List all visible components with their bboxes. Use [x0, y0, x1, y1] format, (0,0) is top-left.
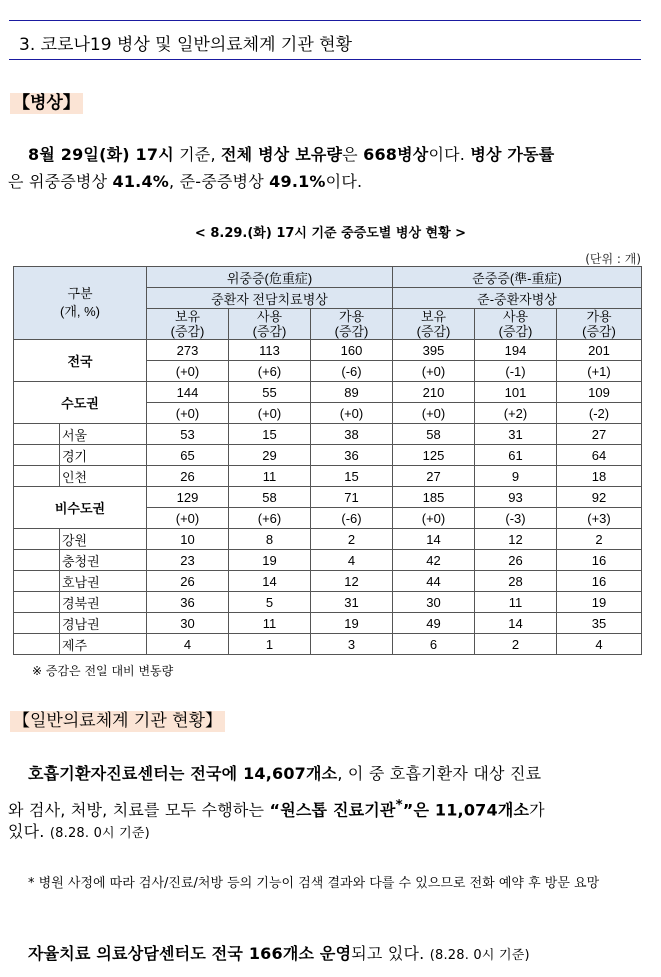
table-cell: 395: [393, 340, 475, 361]
section-header: [9, 20, 641, 60]
table-cell: 89: [311, 382, 393, 403]
table-cell: (+0): [311, 403, 393, 424]
region-label: 경기: [14, 445, 147, 466]
table-cell: 5: [229, 592, 311, 613]
table-cell: 53: [147, 424, 229, 445]
table-cell: 9: [475, 466, 557, 487]
table-cell: 14: [393, 529, 475, 550]
table-cell: 58: [393, 424, 475, 445]
table-cell: 35: [557, 613, 642, 634]
table-cell: 185: [393, 487, 475, 508]
general-paragraph-4: [8, 940, 653, 969]
beds-text-a: 기준,: [173, 145, 222, 164]
table-cell: 27: [393, 466, 475, 487]
region-header: 구분 (개, %): [14, 267, 147, 340]
table-cell: 64: [557, 445, 642, 466]
table-row: [14, 466, 642, 487]
beds-paragraph-2: [8, 168, 653, 195]
column-header: 보유 (증감): [393, 309, 475, 340]
table-cell: 31: [475, 424, 557, 445]
beds-text-f: 이다.: [325, 172, 363, 191]
table-cell: 12: [311, 571, 393, 592]
general-text-b: 와 검사, 처방, 치료를 모두 수행하는: [8, 800, 270, 820]
beds-rate-label: 병상 가동률: [470, 145, 555, 164]
table-cell: 160: [311, 340, 393, 361]
table-cell: 23: [147, 550, 229, 571]
national-label: 전국: [14, 340, 147, 382]
region-label: 경북권: [14, 592, 147, 613]
table-cell: 31: [311, 592, 393, 613]
table-cell: 129: [147, 487, 229, 508]
table-cell: 14: [229, 571, 311, 592]
table-row: [14, 634, 642, 655]
table-cell: 12: [475, 529, 557, 550]
table-cell: 26: [475, 550, 557, 571]
general-paragraph-1: [8, 760, 653, 787]
table-unit: (단위 : 개): [585, 252, 641, 266]
region-label: 제주: [14, 634, 147, 655]
table-cell: (+6): [229, 361, 311, 382]
table-note: ※ 증감은 전일 대비 변동량: [32, 664, 174, 678]
group-semi-severe-sub: 준-중환자병상: [393, 288, 642, 309]
table-cell: 8: [229, 529, 311, 550]
table-cell: (+0): [393, 508, 475, 529]
beds-tag: 【병상】: [10, 93, 83, 114]
table-row: [14, 340, 642, 361]
region-label: 강원: [14, 529, 147, 550]
resp-center-count: 호흡기환자진료센터는 전국에 14,607개소: [28, 764, 338, 783]
table-cell: 36: [311, 445, 393, 466]
beds-total: 668병상: [363, 145, 429, 164]
general-text-d: 있다.: [8, 822, 50, 841]
table-cell: 30: [147, 613, 229, 634]
table-cell: (+0): [147, 508, 229, 529]
region-label: 서울: [14, 424, 147, 445]
table-cell: 101: [475, 382, 557, 403]
table-cell: 4: [147, 634, 229, 655]
table-cell: 210: [393, 382, 475, 403]
table-row: [14, 487, 642, 508]
column-header: 사용 (증감): [229, 309, 311, 340]
beds-text-b: 은: [342, 145, 364, 164]
beds-table: [13, 266, 642, 655]
group-semi-severe: 준중증(準-重症): [393, 267, 642, 288]
column-header: 보유 (증감): [147, 309, 229, 340]
general-text-e: 되고 있다.: [351, 944, 430, 963]
table-cell: 194: [475, 340, 557, 361]
table-cell: 26: [147, 571, 229, 592]
table-cell: 28: [475, 571, 557, 592]
table-cell: (-2): [557, 403, 642, 424]
table-cell: (+0): [147, 361, 229, 382]
table-cell: 201: [557, 340, 642, 361]
counseling-date: (8.28. 0시 기준): [429, 948, 530, 963]
table-cell: 4: [311, 550, 393, 571]
table-cell: 10: [147, 529, 229, 550]
table-cell: 16: [557, 571, 642, 592]
beds-semi-rate: 49.1%: [269, 172, 326, 191]
table-cell: 92: [557, 487, 642, 508]
non-capital-label: 비수도권: [14, 487, 147, 529]
beds-total-label: 전체 병상 보유량: [221, 145, 343, 164]
beds-severe-rate: 41.4%: [112, 172, 170, 191]
table-cell: 61: [475, 445, 557, 466]
table-cell: 42: [393, 550, 475, 571]
table-cell: 19: [229, 550, 311, 571]
table-cell: 3: [311, 634, 393, 655]
general-paragraph-3: [8, 818, 653, 847]
table-cell: 2: [311, 529, 393, 550]
table-cell: (+0): [147, 403, 229, 424]
table-cell: (+0): [393, 361, 475, 382]
table-cell: 109: [557, 382, 642, 403]
table-cell: 18: [557, 466, 642, 487]
table-cell: 6: [393, 634, 475, 655]
table-row: [14, 445, 642, 466]
table-cell: 49: [393, 613, 475, 634]
region-label: 호남권: [14, 571, 147, 592]
table-cell: 15: [311, 466, 393, 487]
table-cell: 1: [229, 634, 311, 655]
beds-text-e: , 준-중증병상: [169, 172, 270, 191]
column-header: 가용 (증감): [557, 309, 642, 340]
table-cell: (-6): [311, 361, 393, 382]
table-cell: 15: [229, 424, 311, 445]
onestop-label: “원스톱 진료기관: [269, 800, 396, 820]
table-cell: 16: [557, 550, 642, 571]
table-cell: 29: [229, 445, 311, 466]
table-cell: 11: [229, 613, 311, 634]
beds-text-d: 은 위중증병상: [8, 172, 113, 191]
table-cell: (+6): [229, 508, 311, 529]
table-cell: 93: [475, 487, 557, 508]
table-cell: 71: [311, 487, 393, 508]
table-cell: 44: [393, 571, 475, 592]
group-severe: 위중증(危重症): [147, 267, 393, 288]
table-row: [14, 529, 642, 550]
table-caption: < 8.29.(화) 17시 기준 중증도별 병상 현황 >: [194, 226, 467, 241]
table-row: [14, 424, 642, 445]
column-header: 사용 (증감): [475, 309, 557, 340]
table-cell: 27: [557, 424, 642, 445]
beds-text-c: 이다.: [428, 145, 471, 164]
table-cell: 2: [475, 634, 557, 655]
column-header: 가용 (증감): [311, 309, 393, 340]
table-cell: (+0): [393, 403, 475, 424]
table-cell: 26: [147, 466, 229, 487]
table-row: [14, 571, 642, 592]
table-cell: (-3): [475, 508, 557, 529]
footnote: * 병원 사정에 따라 검사/진료/처방 등의 기능이 검색 결과와 다를 수 있으므로 전화 예약 후 방문 요망: [28, 876, 600, 891]
onestop-count: ”은 11,074개소: [402, 800, 530, 820]
table-cell: 55: [229, 382, 311, 403]
beds-date: 8월 29일(화) 17시: [28, 145, 174, 164]
table-row: [14, 382, 642, 403]
table-cell: 38: [311, 424, 393, 445]
table-cell: 125: [393, 445, 475, 466]
general-tag: 【일반의료체계 기관 현황】: [10, 711, 225, 732]
table-row: [14, 550, 642, 571]
table-cell: 2: [557, 529, 642, 550]
counseling-center-count: 자율치료 의료상담센터도 전국 166개소 운영: [28, 944, 352, 963]
table-cell: 4: [557, 634, 642, 655]
table-cell: 11: [229, 466, 311, 487]
table-cell: (+2): [475, 403, 557, 424]
table-cell: 30: [393, 592, 475, 613]
table-cell: (+3): [557, 508, 642, 529]
section-title: 3. 코로나19 병상 및 일반의료체계 기관 현황: [19, 35, 353, 55]
general-date: (8.28. 0시 기준): [49, 826, 150, 841]
capital-label: 수도권: [14, 382, 147, 424]
beds-paragraph: [8, 141, 653, 168]
table-cell: (+1): [557, 361, 642, 382]
table-row: [14, 613, 642, 634]
table-cell: 11: [475, 592, 557, 613]
table-cell: 144: [147, 382, 229, 403]
table-cell: 19: [557, 592, 642, 613]
table-cell: 65: [147, 445, 229, 466]
table-cell: 14: [475, 613, 557, 634]
table-cell: 19: [311, 613, 393, 634]
region-label: 경남권: [14, 613, 147, 634]
table-cell: 36: [147, 592, 229, 613]
table-cell: (-6): [311, 508, 393, 529]
region-label: 충청권: [14, 550, 147, 571]
table-cell: (-1): [475, 361, 557, 382]
onestop-star: *: [395, 798, 403, 813]
general-text-c: 가: [529, 800, 545, 820]
table-cell: 273: [147, 340, 229, 361]
region-label: 인천: [14, 466, 147, 487]
table-cell: (+0): [229, 403, 311, 424]
table-cell: 113: [229, 340, 311, 361]
general-text-a: , 이 중 호흡기환자 대상 진료: [337, 764, 542, 783]
table-row: [14, 592, 642, 613]
group-severe-sub: 중환자 전담치료병상: [147, 288, 393, 309]
table-cell: 58: [229, 487, 311, 508]
